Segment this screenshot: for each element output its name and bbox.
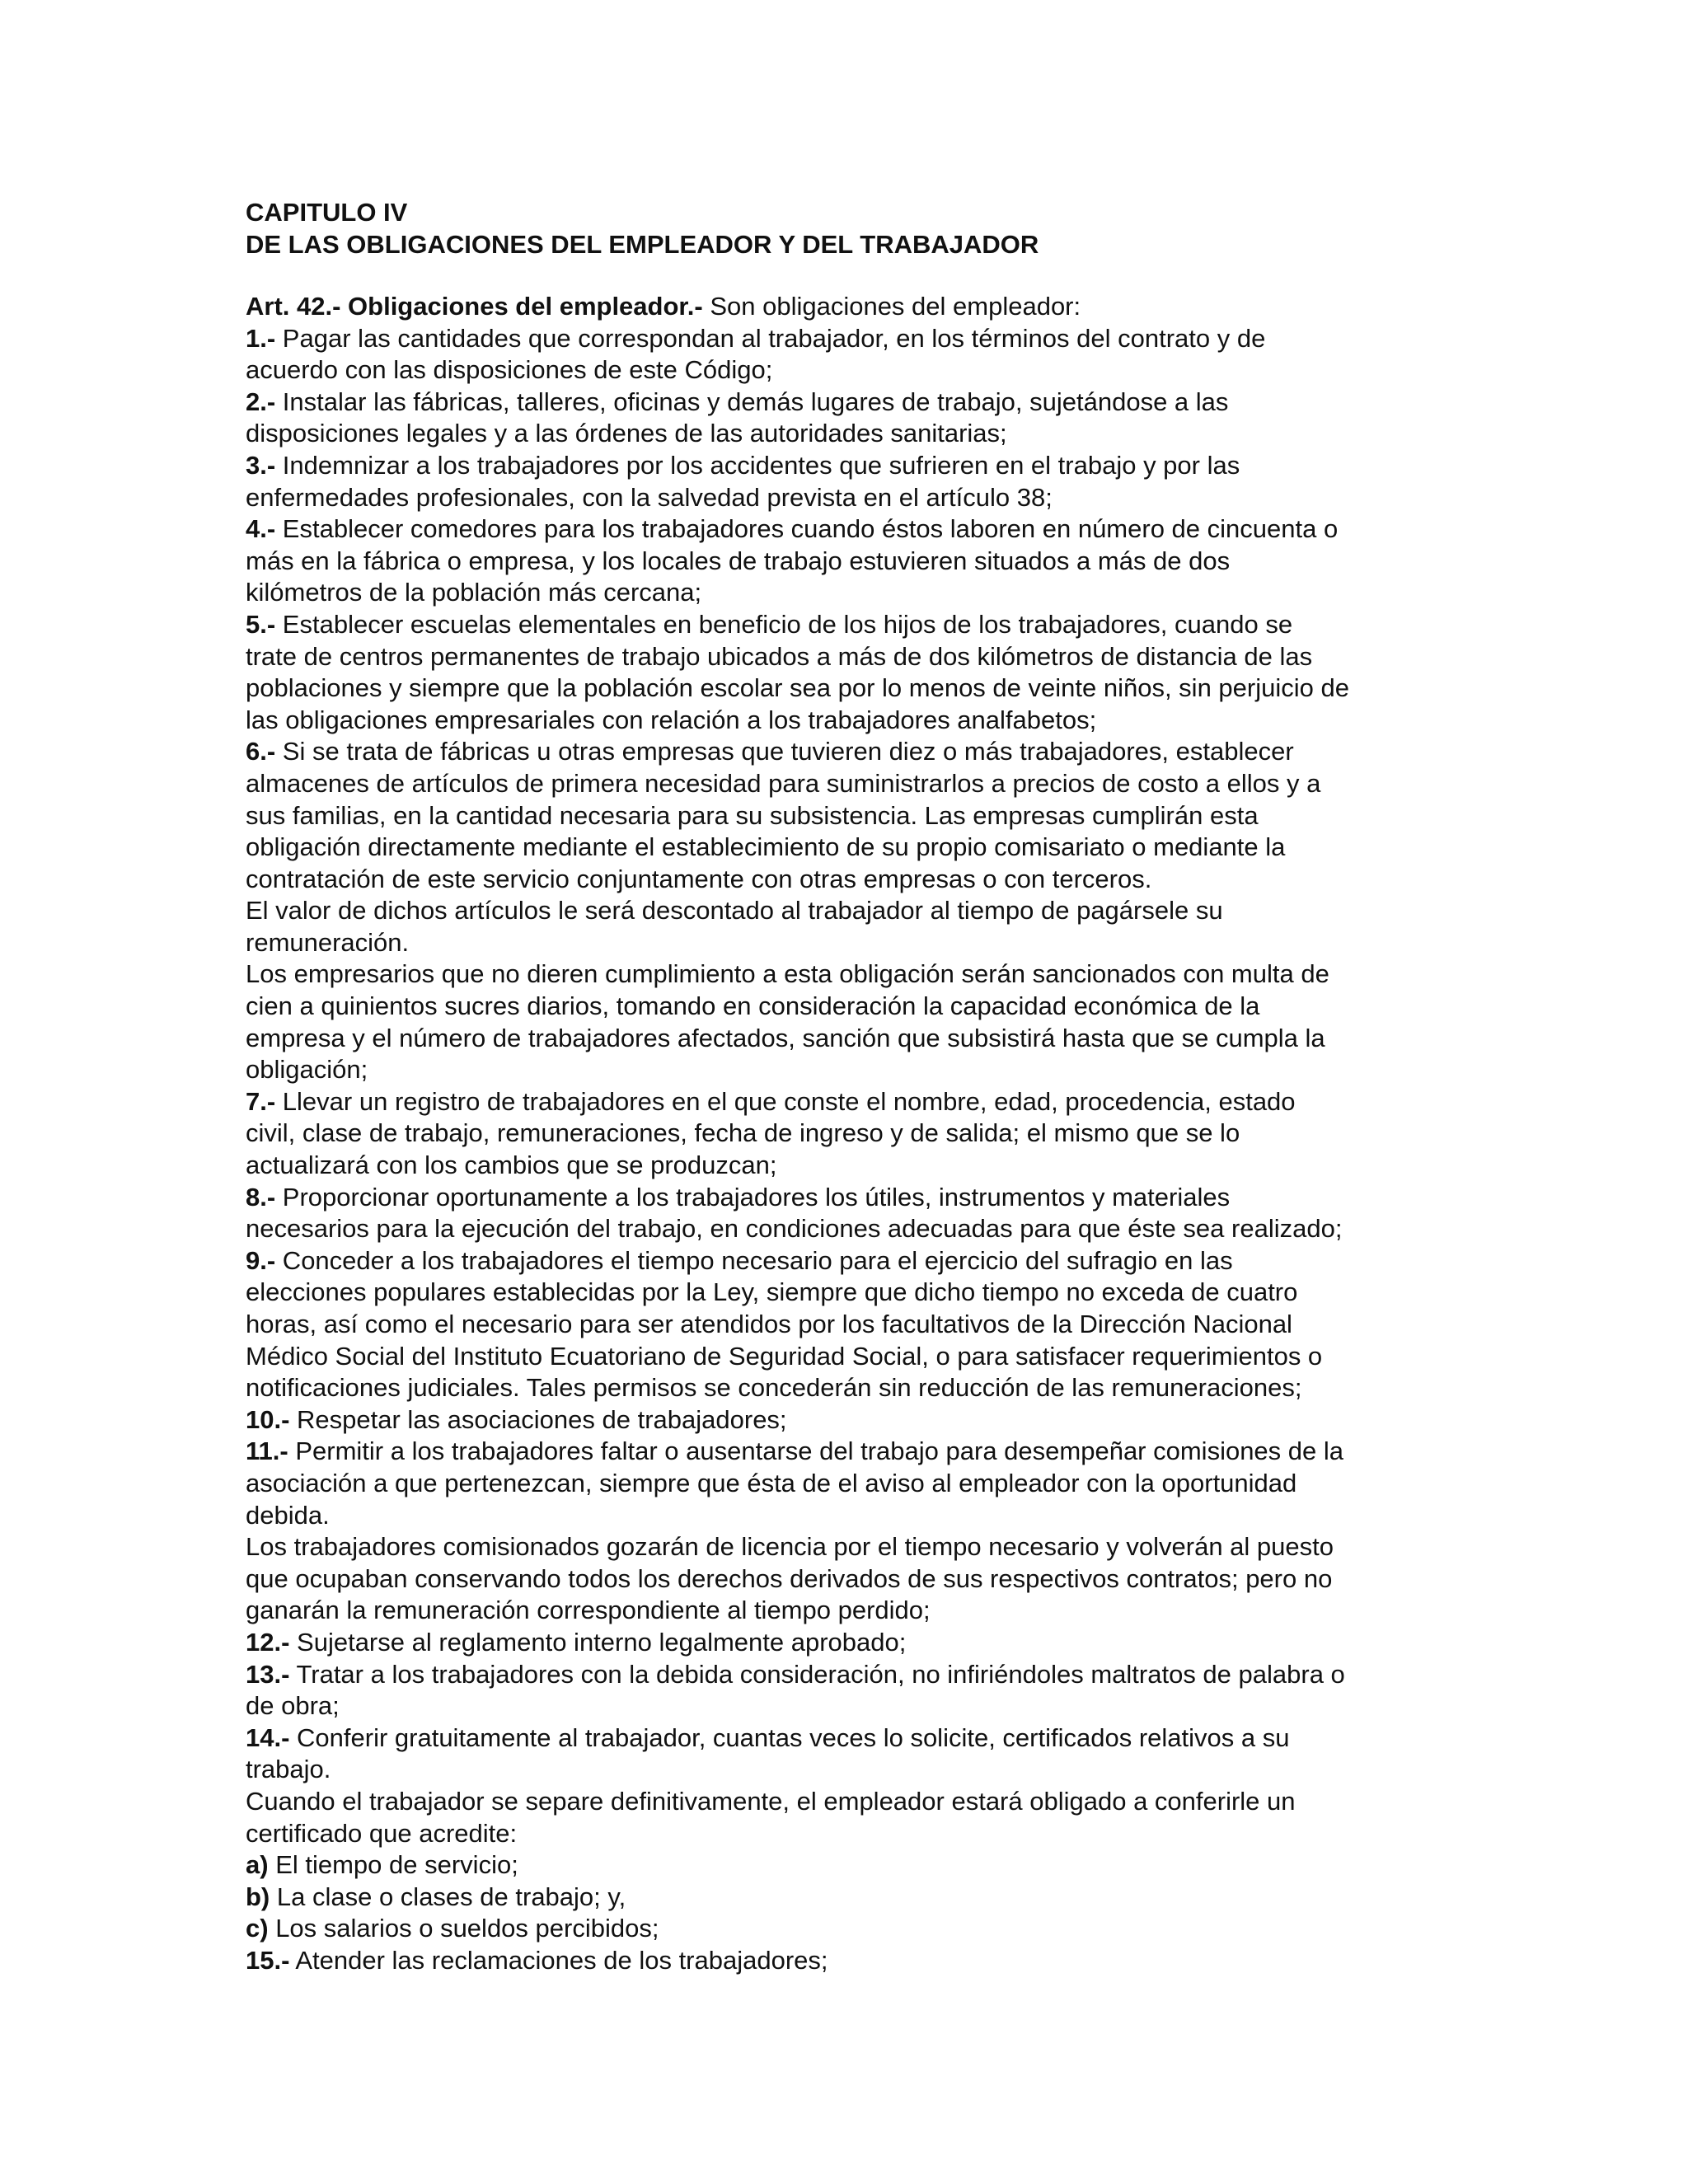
line-text: actualizará con los cambios que se produzcan; [246,1151,777,1180]
line-text: horas, así como el necesario para ser atendidos por los facultativos de la Dirección Nacional [246,1310,1292,1338]
item-marker: 7.- [246,1086,276,1116]
text-line [246,991,1449,1023]
line-text: Si se trata de fábricas u otras empresas que tuvieren diez o más trabajadores, establecer [275,737,1294,766]
text-line [246,1468,1449,1500]
text-line [246,1690,1449,1722]
line-text: Establecer comedores para los trabajadores cuando éstos laboren en número de cincuenta o [275,514,1339,544]
line-text: almacenes de artículos de primera necesidad para suministrarlos a precios de costo a ellos y a [246,768,1321,798]
text-line [246,354,1449,387]
text-line [246,958,1449,991]
text-line [246,1945,1449,1977]
line-text: Indemnizar a los trabajadores por los accidentes que sufrieren en el trabajo y por las [275,450,1240,480]
line-text: Permitir a los trabajadores faltar o ausentarse del trabajo para desempeñar comisiones de la [288,1436,1344,1466]
text-line [246,736,1449,768]
text-line [246,1404,1449,1436]
line-text: cien a quinientos sucres diarios, tomando en consideración la capacidad económica de la [246,991,1260,1021]
line-text: disposiciones legales y a las órdenes de las autoridades sanitarias; [246,419,1007,448]
text-line [246,1023,1449,1055]
line-text: empresa y el número de trabajadores afectados, sanción que subsistirá hasta que se cumpla la [246,1023,1325,1052]
line-text: que ocupaban conservando todos los derechos derivados de sus respectivos contratos; pero no [246,1563,1333,1593]
text-line [246,1341,1449,1373]
chapter-number: CAPITULO IV [246,198,408,227]
item-marker: 13.- [246,1659,290,1689]
line-text: Son obligaciones del empleador: [702,292,1081,321]
text-line [246,1054,1449,1086]
text-line [246,291,1449,323]
line-text: obligación; [246,1055,368,1085]
text-line [246,387,1449,419]
line-text: trate de centros permanentes de trabajo ubicados a más de dos kilómetros de distancia de las [246,641,1313,671]
text-line [246,1913,1449,1945]
item-marker: b) [246,1882,270,1911]
text-line [246,1659,1449,1691]
line-text: sus familias, en la cantidad necesaria para su subsistencia. Las empresas cumplirán esta [246,800,1259,830]
text-line [246,641,1449,673]
item-marker: 15.- [246,1945,290,1975]
line-text: debida. [246,1500,330,1530]
line-text: civil, clase de trabajo, remuneraciones, fecha de ingreso y de salida; el mismo que se lo [246,1118,1240,1148]
line-text: Médico Social del Instituto Ecuatoriano de Seguridad Social, o para satisfacer requerimientos o [246,1341,1323,1371]
line-text: Pagar las cantidades que correspondan al trabajador, en los términos del contrato y de [275,323,1266,353]
text-line [246,1277,1449,1309]
line-text: Cuando el trabajador se separe definitivamente, el empleador estará obligado a conferirle un [246,1786,1296,1816]
line-text: elecciones populares establecidas por la Ley, siempre que dicho tiempo no exceda de cuatro [246,1277,1298,1307]
text-line [246,1595,1449,1627]
line-text: El tiempo de servicio; [268,1850,518,1880]
line-text: las obligaciones empresariales con relación a los trabajadores analfabetos; [246,705,1097,734]
document-page [246,196,1449,1976]
text-line [246,1245,1449,1277]
item-marker: 2.- [246,387,276,416]
text-line [246,673,1449,705]
text-line [246,1182,1449,1214]
text-line [246,1754,1449,1786]
spacer [246,260,1449,291]
text-line [246,1436,1449,1468]
text-line [246,768,1449,800]
item-marker: 8.- [246,1182,276,1212]
text-line [246,513,1449,546]
item-marker: a) [246,1850,269,1880]
text-line [246,1818,1449,1850]
text-line [246,450,1449,482]
line-text: asociación a que pertenezcan, siempre que ésta de el aviso al empleador con la oportunidad [246,1468,1297,1497]
line-text: trabajo. [246,1755,331,1784]
article-body [246,291,1449,1976]
chapter-title: DE LAS OBLIGACIONES DEL EMPLEADOR Y DEL TRABAJADOR [246,230,1039,259]
line-text: Proporcionar oportunamente a los trabajadores los útiles, instrumentos y materiales [275,1182,1231,1212]
text-line [246,609,1449,641]
line-text: Los empresarios que no dieren cumplimiento a esta obligación serán sancionados con multa de [246,959,1329,989]
item-marker: 12.- [246,1627,290,1657]
text-line [246,1563,1449,1596]
text-line [246,1086,1449,1118]
item-marker: 9.- [246,1245,276,1275]
item-marker: 11.- [246,1436,288,1466]
line-text: La clase o clases de trabajo; y, [270,1882,626,1911]
line-text: acuerdo con las disposiciones de este Código; [246,355,773,385]
item-marker: 1.- [246,323,276,353]
line-text: kilómetros de la población más cercana; [246,578,702,607]
text-line [246,323,1449,355]
text-line [246,1882,1449,1914]
text-line [246,800,1449,832]
text-line [246,1118,1449,1150]
line-text: Sujetarse al reglamento interno legalmente aprobado; [289,1627,907,1657]
item-marker: 4.- [246,514,276,544]
text-line [246,1722,1449,1755]
text-line [246,546,1449,578]
line-text: más en la fábrica o empresa, y los locales de trabajo estuvieren situados a más de dos [246,546,1231,575]
line-text: Tratar a los trabajadores con la debida consideración, no infiriéndoles maltratos de palabra o [289,1659,1345,1689]
text-line [246,864,1449,896]
line-text: notificaciones judiciales. Tales permisos se concederán sin reducción de las remuneraciones; [246,1373,1302,1403]
text-line [246,1372,1449,1404]
line-text: Respetar las asociaciones de trabajadores; [289,1404,787,1434]
line-text: El valor de dichos artículos le será descontado al trabajador al tiempo de pagársele su [246,896,1223,926]
line-text: ganarán la remuneración correspondiente al tiempo perdido; [246,1596,931,1625]
item-marker: c) [246,1914,269,1943]
item-marker: 10.- [246,1404,290,1434]
item-marker: Art. 42.- Obligaciones del empleador.- [246,292,703,321]
item-marker: 6.- [246,737,276,766]
text-line [246,577,1449,609]
line-text: poblaciones y siempre que la población escolar sea por lo menos de veinte niños, sin perjuicio de [246,673,1349,703]
text-line [246,927,1449,959]
line-text: Conceder a los trabajadores el tiempo necesario para el ejercicio del sufragio en las [275,1245,1233,1275]
line-text: Conferir gratuitamente al trabajador, cuantas veces lo solicite, certificados relativos a su [289,1722,1290,1752]
item-marker: 5.- [246,609,276,639]
line-text: Los trabajadores comisionados gozarán de licencia por el tiempo necesario y volverán al puesto [246,1532,1334,1562]
line-text: Establecer escuelas elementales en beneficio de los hijos de los trabajadores, cuando se [275,609,1293,639]
text-line [246,1500,1449,1532]
line-text: necesarios para la ejecución del trabajo, en condiciones adecuadas para que éste sea realizado; [246,1214,1343,1244]
item-marker: 3.- [246,450,276,480]
text-line [246,832,1449,864]
text-line [246,418,1449,450]
text-line [246,705,1449,737]
line-text: certificado que acredite: [246,1818,518,1848]
text-line [246,895,1449,927]
line-text: Los salarios o sueldos percibidos; [268,1914,659,1943]
text-line [246,1309,1449,1341]
text-line [246,1786,1449,1818]
text-line [246,482,1449,514]
line-text: Atender las reclamaciones de los trabajadores; [289,1945,828,1975]
line-text: de obra; [246,1691,340,1721]
line-text: Instalar las fábricas, talleres, oficinas y demás lugares de trabajo, sujetándose a las [275,387,1229,416]
line-text: obligación directamente mediante el establecimiento de su propio comisariato o mediante la [246,832,1286,862]
text-line [246,1849,1449,1882]
item-marker: 14.- [246,1722,290,1752]
line-text: Llevar un registro de trabajadores en el que conste el nombre, edad, procedencia, estado [275,1086,1296,1116]
text-line [246,1531,1449,1563]
line-text: remuneración. [246,927,410,957]
text-line [246,1213,1449,1245]
line-text: enfermedades profesionales, con la salvedad prevista en el artículo 38; [246,482,1053,512]
line-text: contratación de este servicio conjuntamente con otras empresas o con terceros. [246,864,1152,893]
text-line [246,1150,1449,1182]
text-line [246,1627,1449,1659]
